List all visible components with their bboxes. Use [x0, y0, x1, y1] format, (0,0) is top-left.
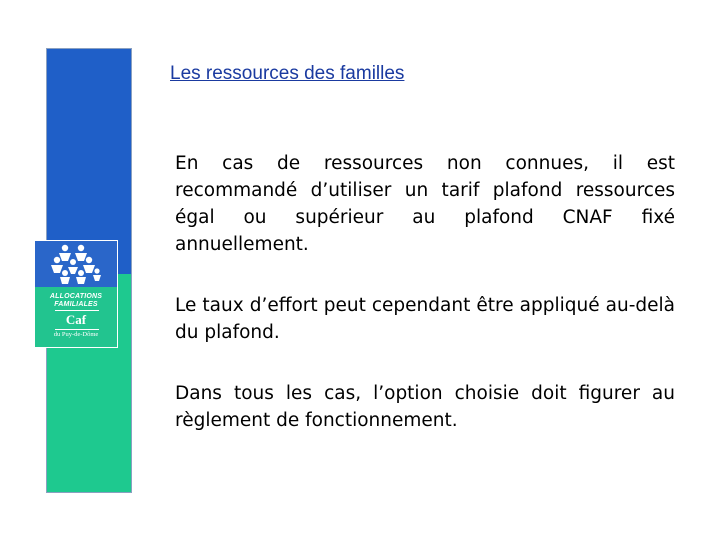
caf-logo: [34, 240, 118, 348]
logo-line-1: ALLOCATIONS: [49, 293, 103, 300]
paragraph-2: Le taux d’effort peut cependant être appliqué au-delà du plafond.: [175, 295, 675, 343]
logo-brand: Caf: [65, 312, 87, 327]
logo-separator: [55, 310, 99, 311]
logo-line-2: FAMILIALES: [54, 301, 98, 308]
paragraph-3: Dans tous les cas, l’option choisie doit figurer au règlement de fonctionnement.: [175, 383, 675, 431]
logo-department: du Puy-de-Dôme: [53, 331, 99, 338]
slide-title: Les ressources des familles: [170, 63, 405, 84]
family-figures-icon: [35, 241, 118, 287]
logo-separator: [55, 329, 99, 330]
paragraph-1: En cas de ressources non connues, il est recommandé d’utiliser un tarif plafond ressources égal ou supérieur au plafond CNAF fixé annuellement.: [175, 153, 675, 255]
